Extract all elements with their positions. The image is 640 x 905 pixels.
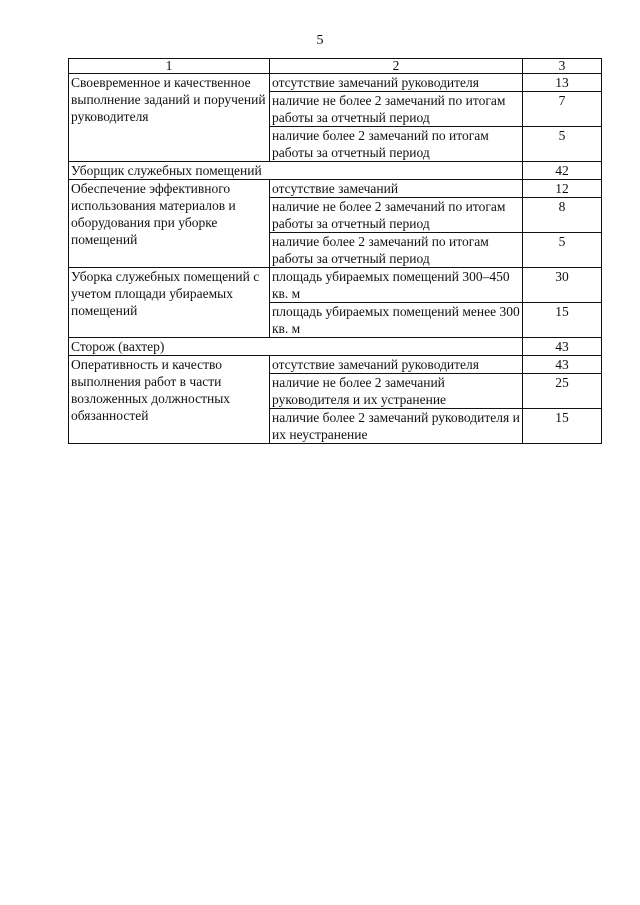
category-total: 43 <box>523 338 602 356</box>
condition-cell: наличие не более 2 замечаний по итогам работы за отчетный период <box>270 92 523 127</box>
points-cell: 15 <box>523 409 602 444</box>
points-cell: 12 <box>523 180 602 198</box>
condition-cell: наличие более 2 замечаний по итогам работы за отчетный период <box>270 233 523 268</box>
points-cell: 13 <box>523 74 602 92</box>
condition-cell: отсутствие замечаний руководителя <box>270 356 523 374</box>
condition-cell: площадь убираемых помещений 300–450 кв. м <box>270 268 523 303</box>
table-row <box>69 74 602 92</box>
category-title: Сторож (вахтер) <box>69 338 523 356</box>
points-cell: 43 <box>523 356 602 374</box>
table-row <box>69 180 602 198</box>
condition-cell: площадь убираемых помещений менее 300 кв. м <box>270 303 523 338</box>
column-header-3: 3 <box>523 59 602 74</box>
points-cell: 15 <box>523 303 602 338</box>
table-header-row <box>69 59 602 74</box>
column-header-2: 2 <box>270 59 523 74</box>
points-cell: 30 <box>523 268 602 303</box>
condition-cell: наличие не более 2 замечаний руководителя и их устранение <box>270 374 523 409</box>
criteria-table <box>68 58 602 444</box>
category-title: Уборщик служебных помещений <box>69 162 523 180</box>
page-number: 5 <box>316 33 324 48</box>
condition-cell: наличие более 2 замечаний по итогам работы за отчетный период <box>270 127 523 162</box>
category-row <box>69 338 602 356</box>
condition-cell: наличие не более 2 замечаний по итогам работы за отчетный период <box>270 198 523 233</box>
condition-cell: отсутствие замечаний <box>270 180 523 198</box>
points-cell: 8 <box>523 198 602 233</box>
criterion-cell: Уборка служебных помещений с учетом площади убираемых помещений <box>69 268 270 338</box>
condition-cell: отсутствие замечаний руководителя <box>270 74 523 92</box>
column-header-1: 1 <box>69 59 270 74</box>
points-cell: 7 <box>523 92 602 127</box>
table-row <box>69 268 602 303</box>
condition-cell: наличие более 2 замечаний руководителя и их неустранение <box>270 409 523 444</box>
points-cell: 5 <box>523 127 602 162</box>
category-total: 42 <box>523 162 602 180</box>
criterion-cell: Оперативность и качество выполнения работ в части возложенных должностных обязанностей <box>69 356 270 444</box>
points-cell: 25 <box>523 374 602 409</box>
criterion-cell: Своевременное и качественное выполнение заданий и поручений руководителя <box>69 74 270 162</box>
points-cell: 5 <box>523 233 602 268</box>
category-row <box>69 162 602 180</box>
criterion-cell: Обеспечение эффективного использования материалов и оборудования при уборке помещений <box>69 180 270 268</box>
table-row <box>69 356 602 374</box>
